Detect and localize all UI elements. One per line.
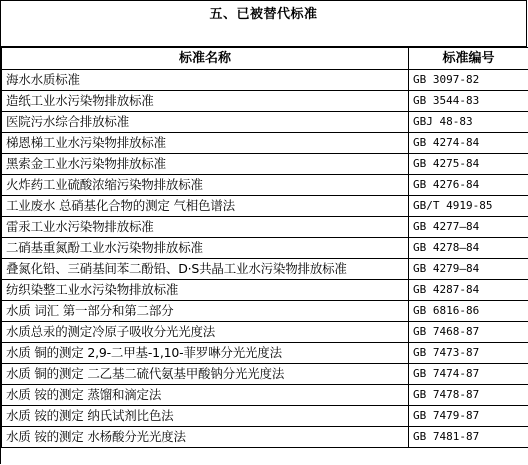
table-row <box>2 196 528 217</box>
standard-code-cell: GB 3097-82 <box>409 70 528 91</box>
section-header <box>1 1 527 47</box>
standard-name-cell: 水质总汞的测定冷原子吸收分光光度法 <box>2 322 409 343</box>
standard-code-cell: GB 7468-87 <box>409 322 528 343</box>
column-header-name: 标准名称 <box>2 48 409 70</box>
standard-name-cell: 梯恩梯工业水污染物排放标准 <box>2 133 409 154</box>
table-row <box>2 406 528 427</box>
standard-name-cell: 二硝基重氮酚工业水污染物排放标准 <box>2 238 409 259</box>
standard-name-cell: 叠氮化铅、三硝基间苯二酚铅、D·S共晶工业水污染物排放标准 <box>2 259 409 280</box>
standard-code-cell: GB 4276-84 <box>409 175 528 196</box>
table-row <box>2 343 528 364</box>
table-row <box>2 364 528 385</box>
standard-code-cell: GB 4277—84 <box>409 217 528 238</box>
standard-name-cell: 雷汞工业水污染物排放标准 <box>2 217 409 238</box>
standard-name-cell: 纺织染整工业水污染物排放标准 <box>2 280 409 301</box>
standard-name-cell: 水质 铜的测定 2,9-二甲基-1,10-菲罗啉分光光度法 <box>2 343 409 364</box>
standard-name-cell: 火炸药工业硫酸浓缩污染物排放标准 <box>2 175 409 196</box>
standard-name-cell: 海水水质标准 <box>2 70 409 91</box>
table-row <box>2 301 528 322</box>
standard-name-cell: 造纸工业水污染物排放标准 <box>2 91 409 112</box>
standard-code-cell: GB 7473-87 <box>409 343 528 364</box>
table-row <box>2 175 528 196</box>
standard-code-cell: GBJ 48-83 <box>409 112 528 133</box>
table-row <box>2 91 528 112</box>
table-row <box>2 154 528 175</box>
table-body <box>2 70 528 448</box>
standard-code-cell: GB/T 4919-85 <box>409 196 528 217</box>
section-title: 五、已被替代标准 <box>209 7 318 22</box>
standard-code-cell: GB 4287-84 <box>409 280 528 301</box>
standard-code-cell: GB 4274-84 <box>409 133 528 154</box>
standard-code-cell: GB 4278—84 <box>409 238 528 259</box>
standard-name-cell: 水质 铜的测定 二乙基二硫代氨基甲酸钠分光光度法 <box>2 364 409 385</box>
standard-name-cell: 水质 铵的测定 纳氏试剂比色法 <box>2 406 409 427</box>
table-row <box>2 322 528 343</box>
standard-code-cell: GB 4275-84 <box>409 154 528 175</box>
standard-code-cell: GB 6816-86 <box>409 301 528 322</box>
table-row <box>2 112 528 133</box>
standards-table <box>1 47 528 448</box>
table-row <box>2 70 528 91</box>
standard-name-cell: 水质 铵的测定 蒸馏和滴定法 <box>2 385 409 406</box>
table-row <box>2 238 528 259</box>
standard-name-cell: 水质 铵的测定 水杨酸分光光度法 <box>2 427 409 448</box>
table-row <box>2 133 528 154</box>
standard-code-cell: GB 7474-87 <box>409 364 528 385</box>
table-row <box>2 280 528 301</box>
standard-name-cell: 水质 词汇 第一部分和第二部分 <box>2 301 409 322</box>
standard-code-cell: GB 4279—84 <box>409 259 528 280</box>
table-header-row <box>2 48 528 70</box>
standard-code-cell: GB 7479-87 <box>409 406 528 427</box>
table-row <box>2 427 528 448</box>
table-row <box>2 385 528 406</box>
table-row <box>2 259 528 280</box>
standard-name-cell: 黑索金工业水污染物排放标准 <box>2 154 409 175</box>
standard-code-cell: GB 7478-87 <box>409 385 528 406</box>
standard-name-cell: 医院污水综合排放标准 <box>2 112 409 133</box>
column-header-code: 标准编号 <box>409 48 528 70</box>
standard-code-cell: GB 3544-83 <box>409 91 528 112</box>
standard-code-cell: GB 7481-87 <box>409 427 528 448</box>
table-row <box>2 217 528 238</box>
standard-name-cell: 工业废水 总硝基化合物的测定 气相色谱法 <box>2 196 409 217</box>
